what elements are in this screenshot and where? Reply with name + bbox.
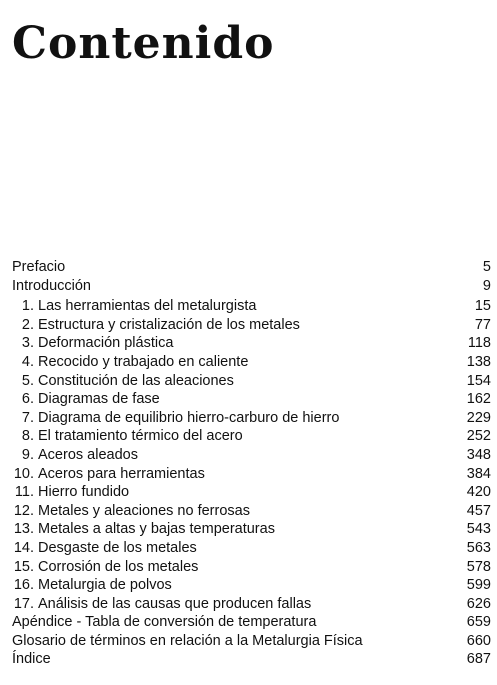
toc-chapter-entry[interactable] [12,372,491,391]
toc-entry-label: Desgaste de los metales [38,539,197,556]
toc-page-number: 252 [466,428,491,445]
toc-page-number: 420 [466,484,491,501]
toc-entry-label: Aceros para herramientas [38,465,205,482]
toc-front-prefacio[interactable] [12,258,491,277]
toc-chapter-entry[interactable] [12,353,491,372]
toc-page-number: 626 [466,595,491,612]
toc-page-number: 138 [466,353,491,370]
toc-entry-label: Diagramas de fase [38,391,160,408]
toc-chapter-entry[interactable] [12,483,491,502]
toc-front-introduccion[interactable] [12,277,491,296]
toc-chapter-entry[interactable] [12,446,491,465]
toc-entry-label: Constitución de las aleaciones [38,372,234,389]
toc-entry-label: Hierro fundido [38,484,130,501]
toc-entry-label: Aceros aleados [38,446,138,463]
toc-entry-label: Estructura y cristalización de los metales [38,316,300,333]
toc-page-number: 687 [466,651,491,668]
toc-page-number: 660 [466,632,491,649]
toc-chapter-entry[interactable] [12,465,491,484]
toc-page-number: 154 [466,372,491,389]
toc-chapter-number: 14. [13,539,34,556]
toc-back-indice[interactable] [12,650,491,669]
toc-page-number: 543 [466,521,491,538]
toc-chapter-number: 12. [13,502,34,519]
toc-chapter-number: 4. [21,353,34,370]
toc-chapter-number: 2. [21,316,34,333]
toc-chapter-number: 11. [14,484,34,501]
toc-chapter-entry[interactable] [12,520,491,539]
toc-entry-label: Metales a altas y bajas temperaturas [38,521,275,538]
toc-page-number: 599 [466,577,491,594]
toc-entry-label: El tratamiento térmico del acero [38,428,243,445]
toc-chapter-number: 17. [13,595,34,612]
toc-page-number: 77 [474,316,491,333]
toc-chapter-number: 10. [13,465,34,482]
table-of-contents [12,258,491,669]
toc-chapter-entry[interactable] [12,502,491,521]
toc-chapter-number: 6. [21,391,34,408]
toc-chapter-number: 5. [21,372,34,389]
toc-page-number: 457 [466,502,491,519]
toc-page-number: 9 [482,277,491,294]
toc-entry-label: Prefacio [12,259,66,275]
toc-page-number: 578 [466,558,491,575]
toc-page-number: 229 [466,409,491,426]
toc-page-number: 348 [466,446,491,463]
toc-chapter-number: 1. [21,298,34,315]
toc-chapter-list [12,297,491,613]
toc-page-number: 5 [482,259,491,275]
toc-chapter-number: 15. [13,558,34,575]
toc-page-number: 659 [466,614,491,631]
toc-back-apendice[interactable] [12,613,491,632]
toc-page-number: 384 [466,465,491,482]
toc-chapter-number: 7. [21,409,34,426]
toc-chapter-entry[interactable] [12,316,491,335]
toc-chapter-entry[interactable] [12,558,491,577]
toc-chapter-entry[interactable] [12,390,491,409]
toc-back-glosario[interactable] [12,632,491,651]
toc-entry-label: Apéndice - Tabla de conversión de temperatura [12,614,317,631]
toc-entry-label: Recocido y trabajado en caliente [38,353,249,370]
toc-chapter-number: 16. [13,577,34,594]
toc-chapter-entry[interactable] [12,539,491,558]
toc-page-number: 118 [467,335,491,352]
toc-chapter-entry[interactable] [12,409,491,428]
toc-chapter-entry[interactable] [12,576,491,595]
toc-entry-label: Metales y aleaciones no ferrosas [38,502,250,519]
toc-chapter-entry[interactable] [12,427,491,446]
toc-entry-label: Metalurgia de polvos [38,577,172,594]
toc-page-number: 162 [466,391,491,408]
toc-chapter-number: 3. [21,335,34,352]
toc-chapter-number: 13. [13,521,34,538]
toc-chapter-number: 9. [21,446,34,463]
toc-page-number: 15 [474,298,491,315]
toc-entry-label: Las herramientas del metalurgista [38,298,257,315]
toc-chapter-number: 8. [21,428,34,445]
toc-chapter-entry[interactable] [12,297,491,316]
toc-entry-label: Diagrama de equilibrio hierro-carburo de hierro [38,409,340,426]
toc-entry-label: Introducción [12,277,91,294]
toc-entry-label: Índice [12,651,51,668]
toc-chapter-entry[interactable] [12,334,491,353]
toc-entry-label: Corrosión de los metales [38,558,199,575]
toc-page-number: 563 [466,539,491,556]
toc-entry-label: Deformación plástica [38,335,174,352]
toc-entry-label: Análisis de las causas que producen fallas [38,595,312,612]
page-title: Contenido [12,18,275,69]
toc-chapter-entry[interactable] [12,595,491,614]
toc-entry-label: Glosario de términos en relación a la Metalurgia Física [12,632,363,649]
